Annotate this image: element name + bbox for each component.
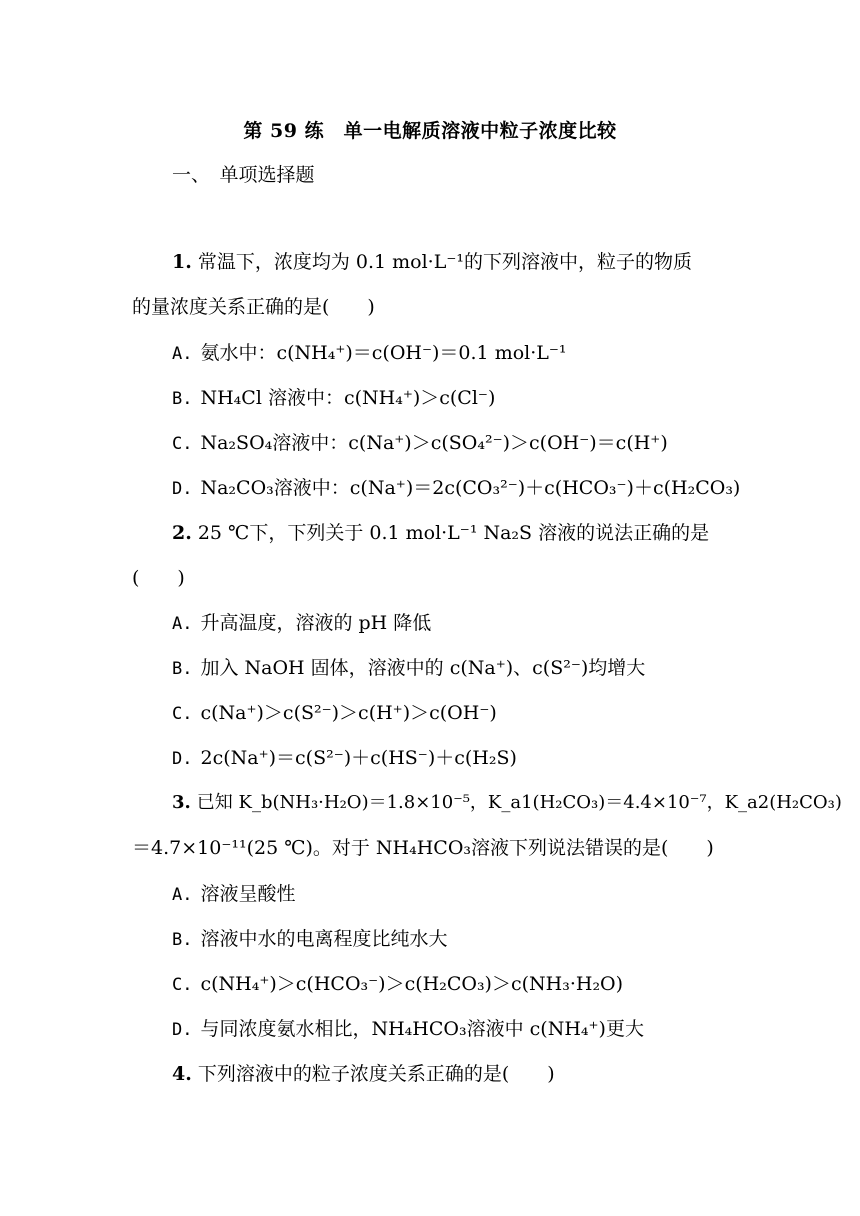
question-2-line-2: ( ) xyxy=(132,567,185,589)
option-label: B. xyxy=(172,659,193,679)
option-text: 加入 NaOH 固体，溶液中的 c(Na⁺)、c(S²⁻)均增大 xyxy=(200,657,646,679)
option-text: Na₂CO₃溶液中：c(Na⁺)＝2c(CO₃²⁻)＋c(HCO₃⁻)＋c(H₂CO₃) xyxy=(200,477,741,499)
option-label: B. xyxy=(172,930,193,950)
question-3-line-1 xyxy=(172,788,842,818)
question-1-option-d[interactable] xyxy=(172,473,740,503)
option-label: B. xyxy=(172,389,193,409)
question-1-option-b[interactable] xyxy=(172,383,495,413)
option-text: c(Na⁺)＞c(S²⁻)＞c(H⁺)＞c(OH⁻) xyxy=(200,702,497,724)
question-3-option-d[interactable] xyxy=(172,1014,644,1044)
question-3-line-2: ＝4.7×10⁻¹¹(25 ℃)。对于 NH₄HCO₃溶液下列说法错误的是( ) xyxy=(132,837,714,859)
section-heading: 一、 单项选择题 xyxy=(172,164,315,186)
question-2-option-c[interactable] xyxy=(172,698,497,728)
question-text: 下列溶液中的粒子浓度关系正确的是( ) xyxy=(197,1063,555,1085)
option-label: C. xyxy=(172,704,193,724)
question-number: 1. xyxy=(172,251,192,273)
option-text: 溶液中水的电离程度比纯水大 xyxy=(200,928,448,950)
question-1-option-c[interactable] xyxy=(172,428,668,458)
option-text: 溶液呈酸性 xyxy=(200,883,296,905)
question-4-line-1 xyxy=(172,1059,555,1089)
option-label: D. xyxy=(172,749,193,769)
option-text: 升高温度，溶液的 pH 降低 xyxy=(200,612,432,634)
question-text: 25 ℃下，下列关于 0.1 mol·L⁻¹ Na₂S 溶液的说法正确的是 xyxy=(197,522,710,544)
option-label: A. xyxy=(172,344,193,364)
option-label: C. xyxy=(172,434,193,454)
option-label: C. xyxy=(172,975,193,995)
question-3-option-a[interactable] xyxy=(172,879,296,909)
question-3-option-b[interactable] xyxy=(172,924,448,954)
question-3-option-c[interactable] xyxy=(172,969,623,999)
option-label: A. xyxy=(172,885,193,905)
option-label: D. xyxy=(172,1020,193,1040)
option-text: Na₂SO₄溶液中：c(Na⁺)＞c(SO₄²⁻)＞c(OH⁻)＝c(H⁺) xyxy=(200,432,668,454)
question-2-option-b[interactable] xyxy=(172,653,645,683)
option-label: D. xyxy=(172,479,193,499)
question-1-option-a[interactable] xyxy=(172,338,567,368)
question-1-line-2: 的量浓度关系正确的是( ) xyxy=(132,296,375,318)
question-text: 常温下，浓度均为 0.1 mol·L⁻¹的下列溶液中，粒子的物质 xyxy=(197,251,692,273)
option-text: 与同浓度氨水相比，NH₄HCO₃溶液中 c(NH₄⁺)更大 xyxy=(200,1018,644,1040)
option-label: A. xyxy=(172,614,193,634)
question-1-line-1 xyxy=(172,247,692,277)
question-2-option-a[interactable] xyxy=(172,608,431,638)
option-text: 2c(Na⁺)＝c(S²⁻)＋c(HS⁻)＋c(H₂S) xyxy=(200,747,517,769)
option-text: 氨水中：c(NH₄⁺)＝c(OH⁻)＝0.1 mol·L⁻¹ xyxy=(200,342,567,364)
question-number: 4. xyxy=(172,1063,192,1085)
question-number: 2. xyxy=(172,522,192,544)
question-2-option-d[interactable] xyxy=(172,743,517,773)
question-2-line-1 xyxy=(172,518,709,548)
option-text: c(NH₄⁺)＞c(HCO₃⁻)＞c(H₂CO₃)＞c(NH₃·H₂O) xyxy=(200,973,624,995)
question-number: 3. xyxy=(172,792,191,813)
question-text: 已知 K_b(NH₃·H₂O)＝1.8×10⁻⁵，K_a1(H₂CO₃)＝4.4×10⁻⁷，K_a2(H₂CO₃) xyxy=(196,792,842,813)
option-text: NH₄Cl 溶液中：c(NH₄⁺)＞c(Cl⁻) xyxy=(200,387,496,409)
page-title: 第 59 练 单一电解质溶液中粒子浓度比较 xyxy=(243,120,617,142)
